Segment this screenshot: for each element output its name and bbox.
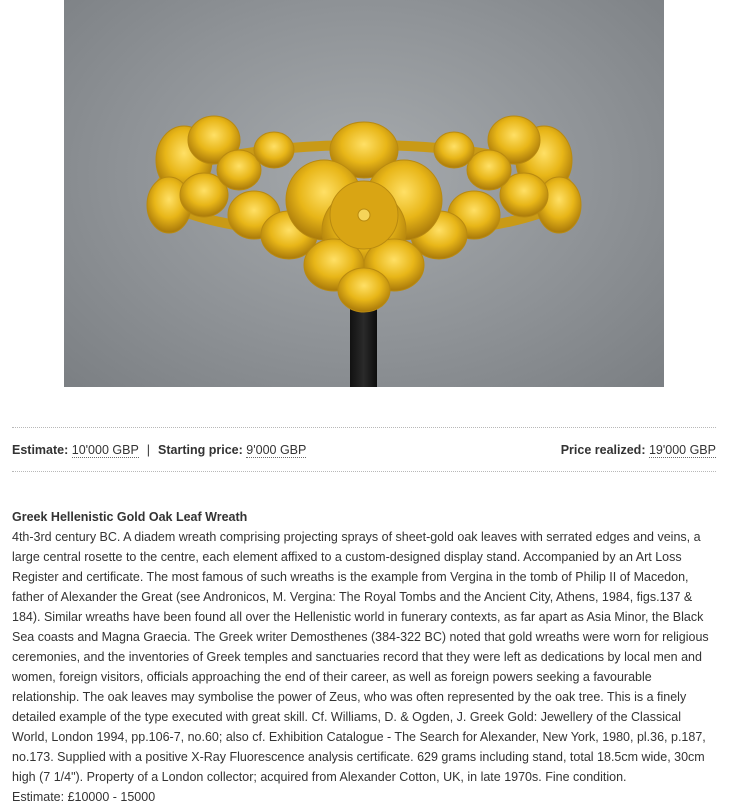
price-realized-label: Price realized: (560, 443, 646, 457)
lot-title: Greek Hellenistic Gold Oak Leaf Wreath (12, 510, 248, 524)
divider-bottom (12, 471, 716, 472)
starting-price-value[interactable]: 9'000 GBP (246, 443, 307, 457)
wreath-image (64, 0, 664, 387)
price-realized-value[interactable]: 19'000 GBP (648, 443, 716, 457)
price-separator: | (146, 443, 151, 457)
estimate-label: Estimate: (12, 443, 69, 457)
lot-photo[interactable] (64, 0, 664, 387)
price-row (12, 441, 716, 459)
starting-price-label: Starting price: (158, 443, 243, 457)
lot-description: 4th-3rd century BC. A diadem wreath comprising projecting sprays of sheet-gold oak leaves with serrated edges and veins, a large central rosette to the centre, each element affixed to a custom-designed display stand. Accompanied by an Art Loss Register and certificate. The most famous of such wreaths is the example from Vergina in the tomb of Philip II of Macedon, father of Alexander the Great (see Andronicos, M. Vergina: The Royal Tombs and the Ancient City, Athens, 1984, figs.137 & 184). Similar wreaths have been found all over the Hellenistic world in funerary contexts, as far apart as Asia Minor, the Black Sea coasts and Magna Graecia. The Greek writer Demosthenes (384-322 BC) noted that gold wreaths were worn for religious ceremonies, and the inventories of Greek temples and sanctuaries record that they were left as dedications by local men and women, foreign visitors, officials approaching the end of their career, as well as foreign powers seeking a favourable relationship. The oak leaves may symbolise the power of Zeus, who was often represented by the oak tree. This is a finely detailed example of the type executed with great skill. Cf. Williams, D. & Ogden, J. Greek Gold: Jewellery of the Classical World, London 1994, pp.106-7, no.60; also cf. Exhibition Catalogue - The Search for Alexander, New York, 1980, pl.36, p.187, no.173. Supplied with a positive X-Ray Fluorescence analysis certificate. 629 grams including stand, total 18.5cm wide, 30cm high (7 1/4"). Property of a London collector; acquired from Alexander Cotton, UK, in late 1970s. Fine condition. (12, 530, 709, 784)
price-realized (561, 441, 716, 459)
wreath (147, 116, 581, 312)
estimate-value[interactable]: 10'000 GBP (71, 443, 139, 457)
lot-estimate: Estimate: £10000 - 15000 (12, 790, 156, 804)
divider-top (12, 427, 716, 428)
